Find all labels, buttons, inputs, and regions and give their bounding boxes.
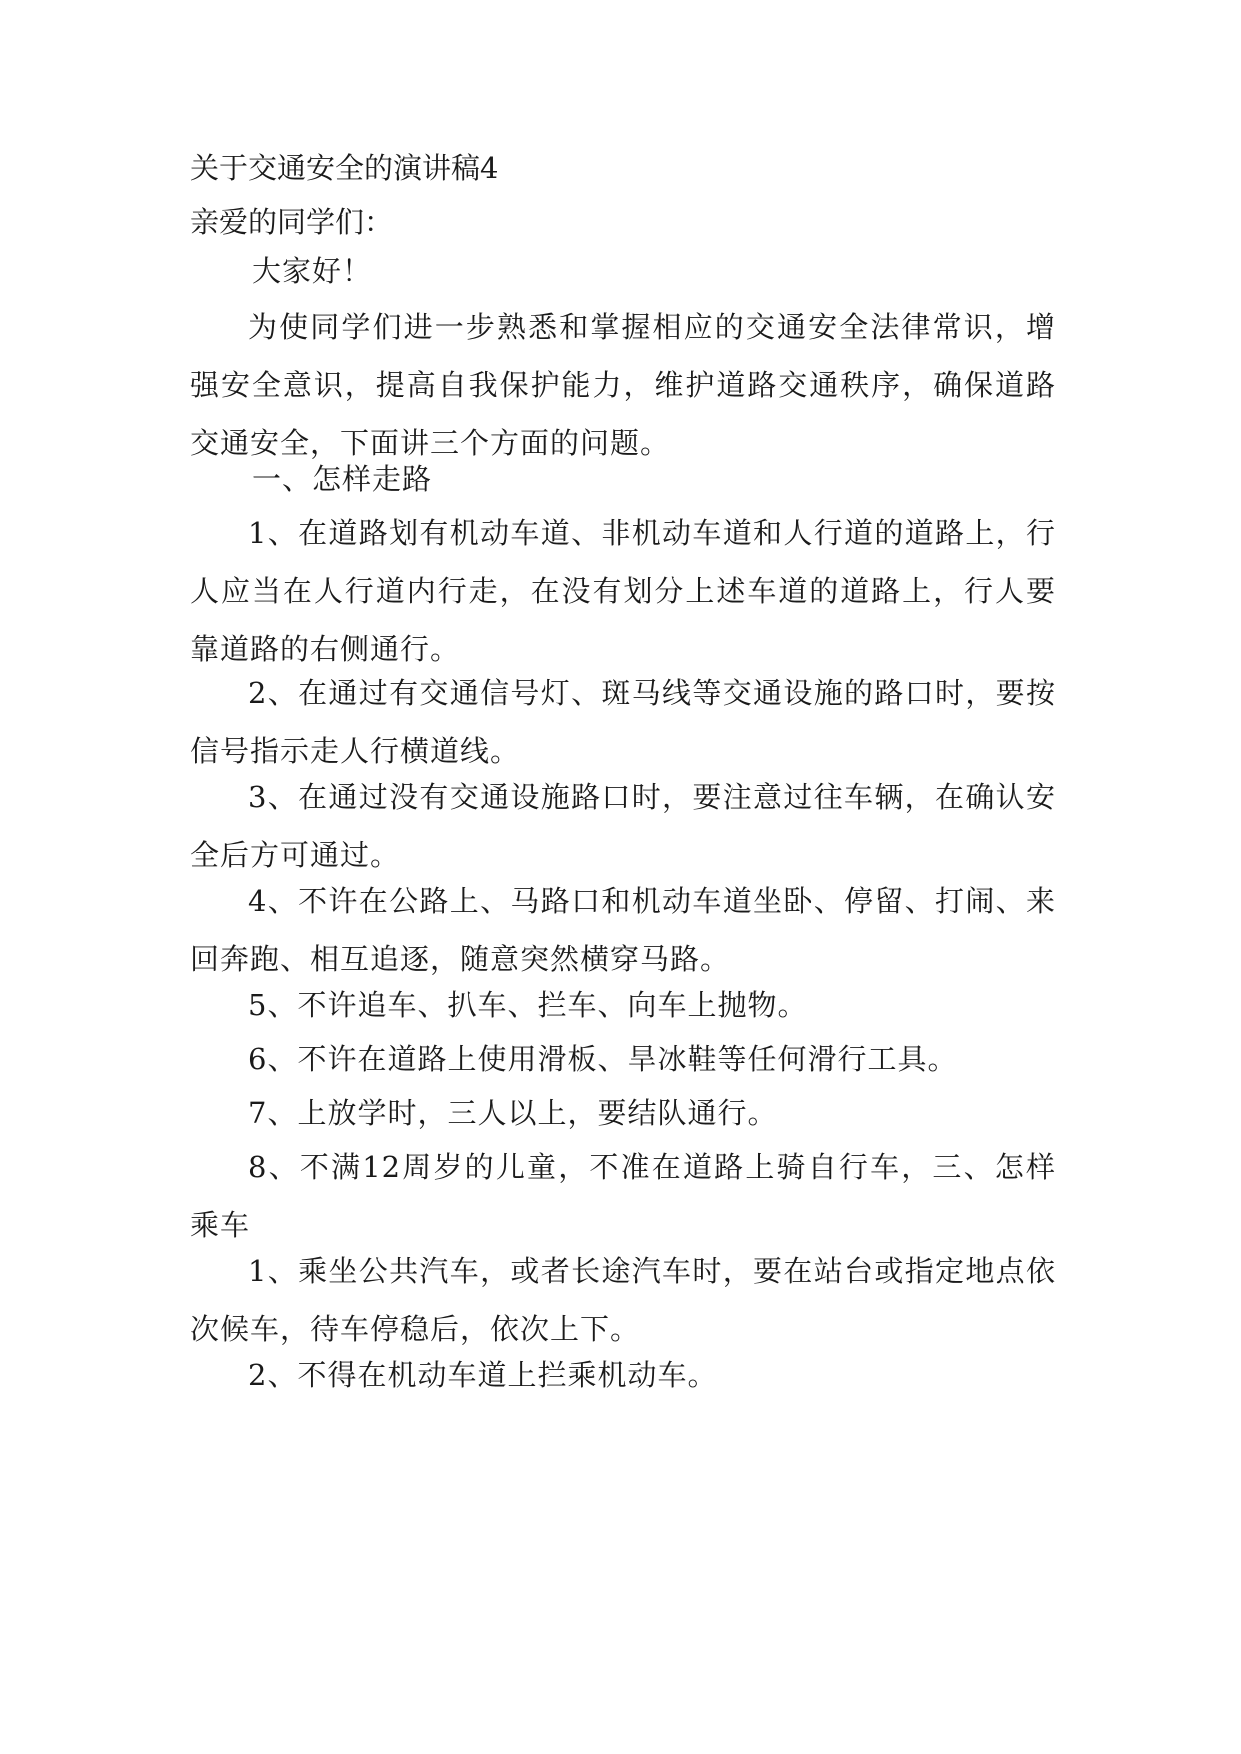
walking-rule-3: 3、在通过没有交通设施路口时，要注意过往车辆，在确认安全后方可通过。 xyxy=(190,780,1056,872)
walking-rule-4: 4、不许在公路上、马路口和机动车道坐卧、停留、打闹、来回奔跑、相互追逐，随意突然横穿马路。 xyxy=(190,884,1056,976)
walking-rule-2: 2、在通过有交通信号灯、斑马线等交通设施的路口时，要按信号指示走人行横道线。 xyxy=(190,676,1056,768)
salutation: 亲爱的同学们： xyxy=(190,205,394,239)
walking-rule-1: 1、在道路划有机动车道、非机动车道和人行道的道路上，行人应当在人行道内行走，在没有划分上述车道的道路上，行人要靠道路的右侧通行。 xyxy=(190,516,1056,666)
walking-rule-5: 5、不许追车、扒车、拦车、向车上抛物。 xyxy=(248,988,808,1022)
walking-rule-7: 7、上放学时，三人以上，要结队通行。 xyxy=(248,1096,778,1130)
walking-rule-8: 8、不满12周岁的儿童，不准在道路上骑自行车，三、怎样乘车 xyxy=(190,1150,1056,1242)
riding-rule-1: 1、乘坐公共汽车，或者长途汽车时，要在站台或指定地点依次候车，待车停稳后，依次上下。 xyxy=(190,1254,1056,1346)
riding-rule-2: 2、不得在机动车道上拦乘机动车。 xyxy=(248,1358,718,1392)
walking-rule-6: 6、不许在道路上使用滑板、旱冰鞋等任何滑行工具。 xyxy=(248,1042,958,1076)
greeting: 大家好！ xyxy=(252,254,373,288)
section-heading-walking: 一、怎样走路 xyxy=(252,462,433,496)
intro-paragraph: 为使同学们进一步熟悉和掌握相应的交通安全法律常识，增强安全意识，提高自我保护能力，维护道路交通秩序，确保道路交通安全，下面讲三个方面的问题。 xyxy=(190,310,1056,460)
document-title: 关于交通安全的演讲稿4 xyxy=(190,151,499,185)
